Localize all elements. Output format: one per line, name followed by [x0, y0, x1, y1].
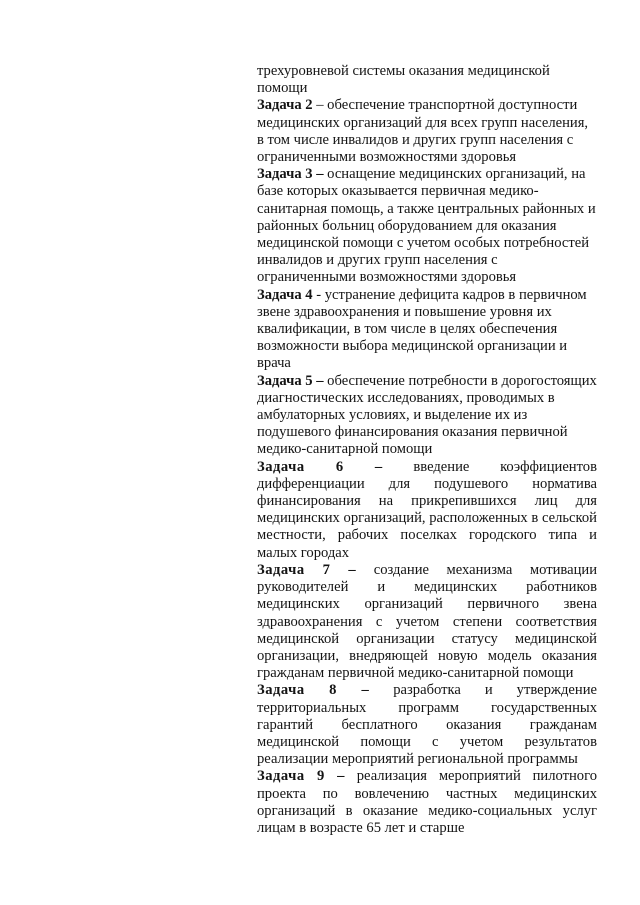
task-3-text: оснащение медицинских организаций, на базе которых оказывается первичная медико-санитарная помощь, а также центральных районных и районных больниц оборудованием для оказания медицинской помощи с учетом особых потребностей инвалидов и других групп населения с ограниченными возможностями здоровья	[257, 166, 596, 286]
task-4-label: Задача 4	[257, 286, 313, 303]
task-8-paragraph	[257, 682, 597, 768]
intro-text: трехуровневой системы оказания медицинской помощи	[257, 63, 550, 97]
task-9-label: Задача 9 –	[257, 768, 345, 785]
task-3-paragraph	[257, 166, 597, 286]
task-4-text: - устранение дефицита кадров в первичном звене здравоохранения и повышение уровня их квалификации, в том числе в целях обеспечения возможности выбора медицинской организации и врача	[257, 286, 587, 372]
task-6-text: введение коэффициентов дифференциации для подушевого норматива финансирования на прикрепившихся лиц для медицинских организаций, расположенных в сельской местности, рабочих поселках городского типа и малых городах	[257, 458, 597, 561]
task-2-text: – обеспечение транспортной доступности медицинских организаций для всех групп населения, в том числе инвалидов и других групп населения с ограниченными возможностями здоровья	[257, 97, 589, 166]
task-2-label: Задача 2	[257, 97, 313, 114]
task-5-paragraph	[257, 373, 597, 459]
task-7-paragraph	[257, 562, 597, 682]
task-5-label: Задача 5 –	[257, 372, 324, 389]
task-7-label: Задача 7 –	[257, 561, 357, 578]
task-9-paragraph	[257, 768, 597, 837]
task-8-label: Задача 8 –	[257, 682, 370, 699]
task-8-text: разработка и утверждение территориальных программ государственных гарантий бесплатного оказания гражданам медицинской помощи с учетом результатов реализации мероприятий региональной программы	[257, 682, 597, 768]
document-body	[257, 63, 597, 837]
task-5-text: обеспечение потребности в дорогостоящих диагностических исследованиях, проводимых в амбулаторных условиях, и выделение их из подушевого финансирования оказания первичной медико-санитарной помощи	[257, 372, 597, 458]
task-6-paragraph	[257, 459, 597, 562]
task-6-label: Задача 6 –	[257, 458, 383, 475]
task-2-paragraph	[257, 97, 597, 166]
task-3-label: Задача 3 –	[257, 166, 324, 183]
intro-paragraph	[257, 63, 597, 97]
task-9-text: реализация мероприятий пилотного проекта по вовлечению частных медицинских организаций в оказание медико-социальных услуг лицам в возрасте 65 лет и старше	[257, 768, 598, 836]
task-7-text: создание механизма мотивации руководителей и медицинских работников медицинских организаций первичного звена здравоохранения с учетом степени соответствия медицинской организации статусу медицинской организации, внедряющей новую модель оказания гражданам первичной медико-санитарной помощи	[257, 561, 598, 682]
task-4-paragraph	[257, 287, 597, 373]
